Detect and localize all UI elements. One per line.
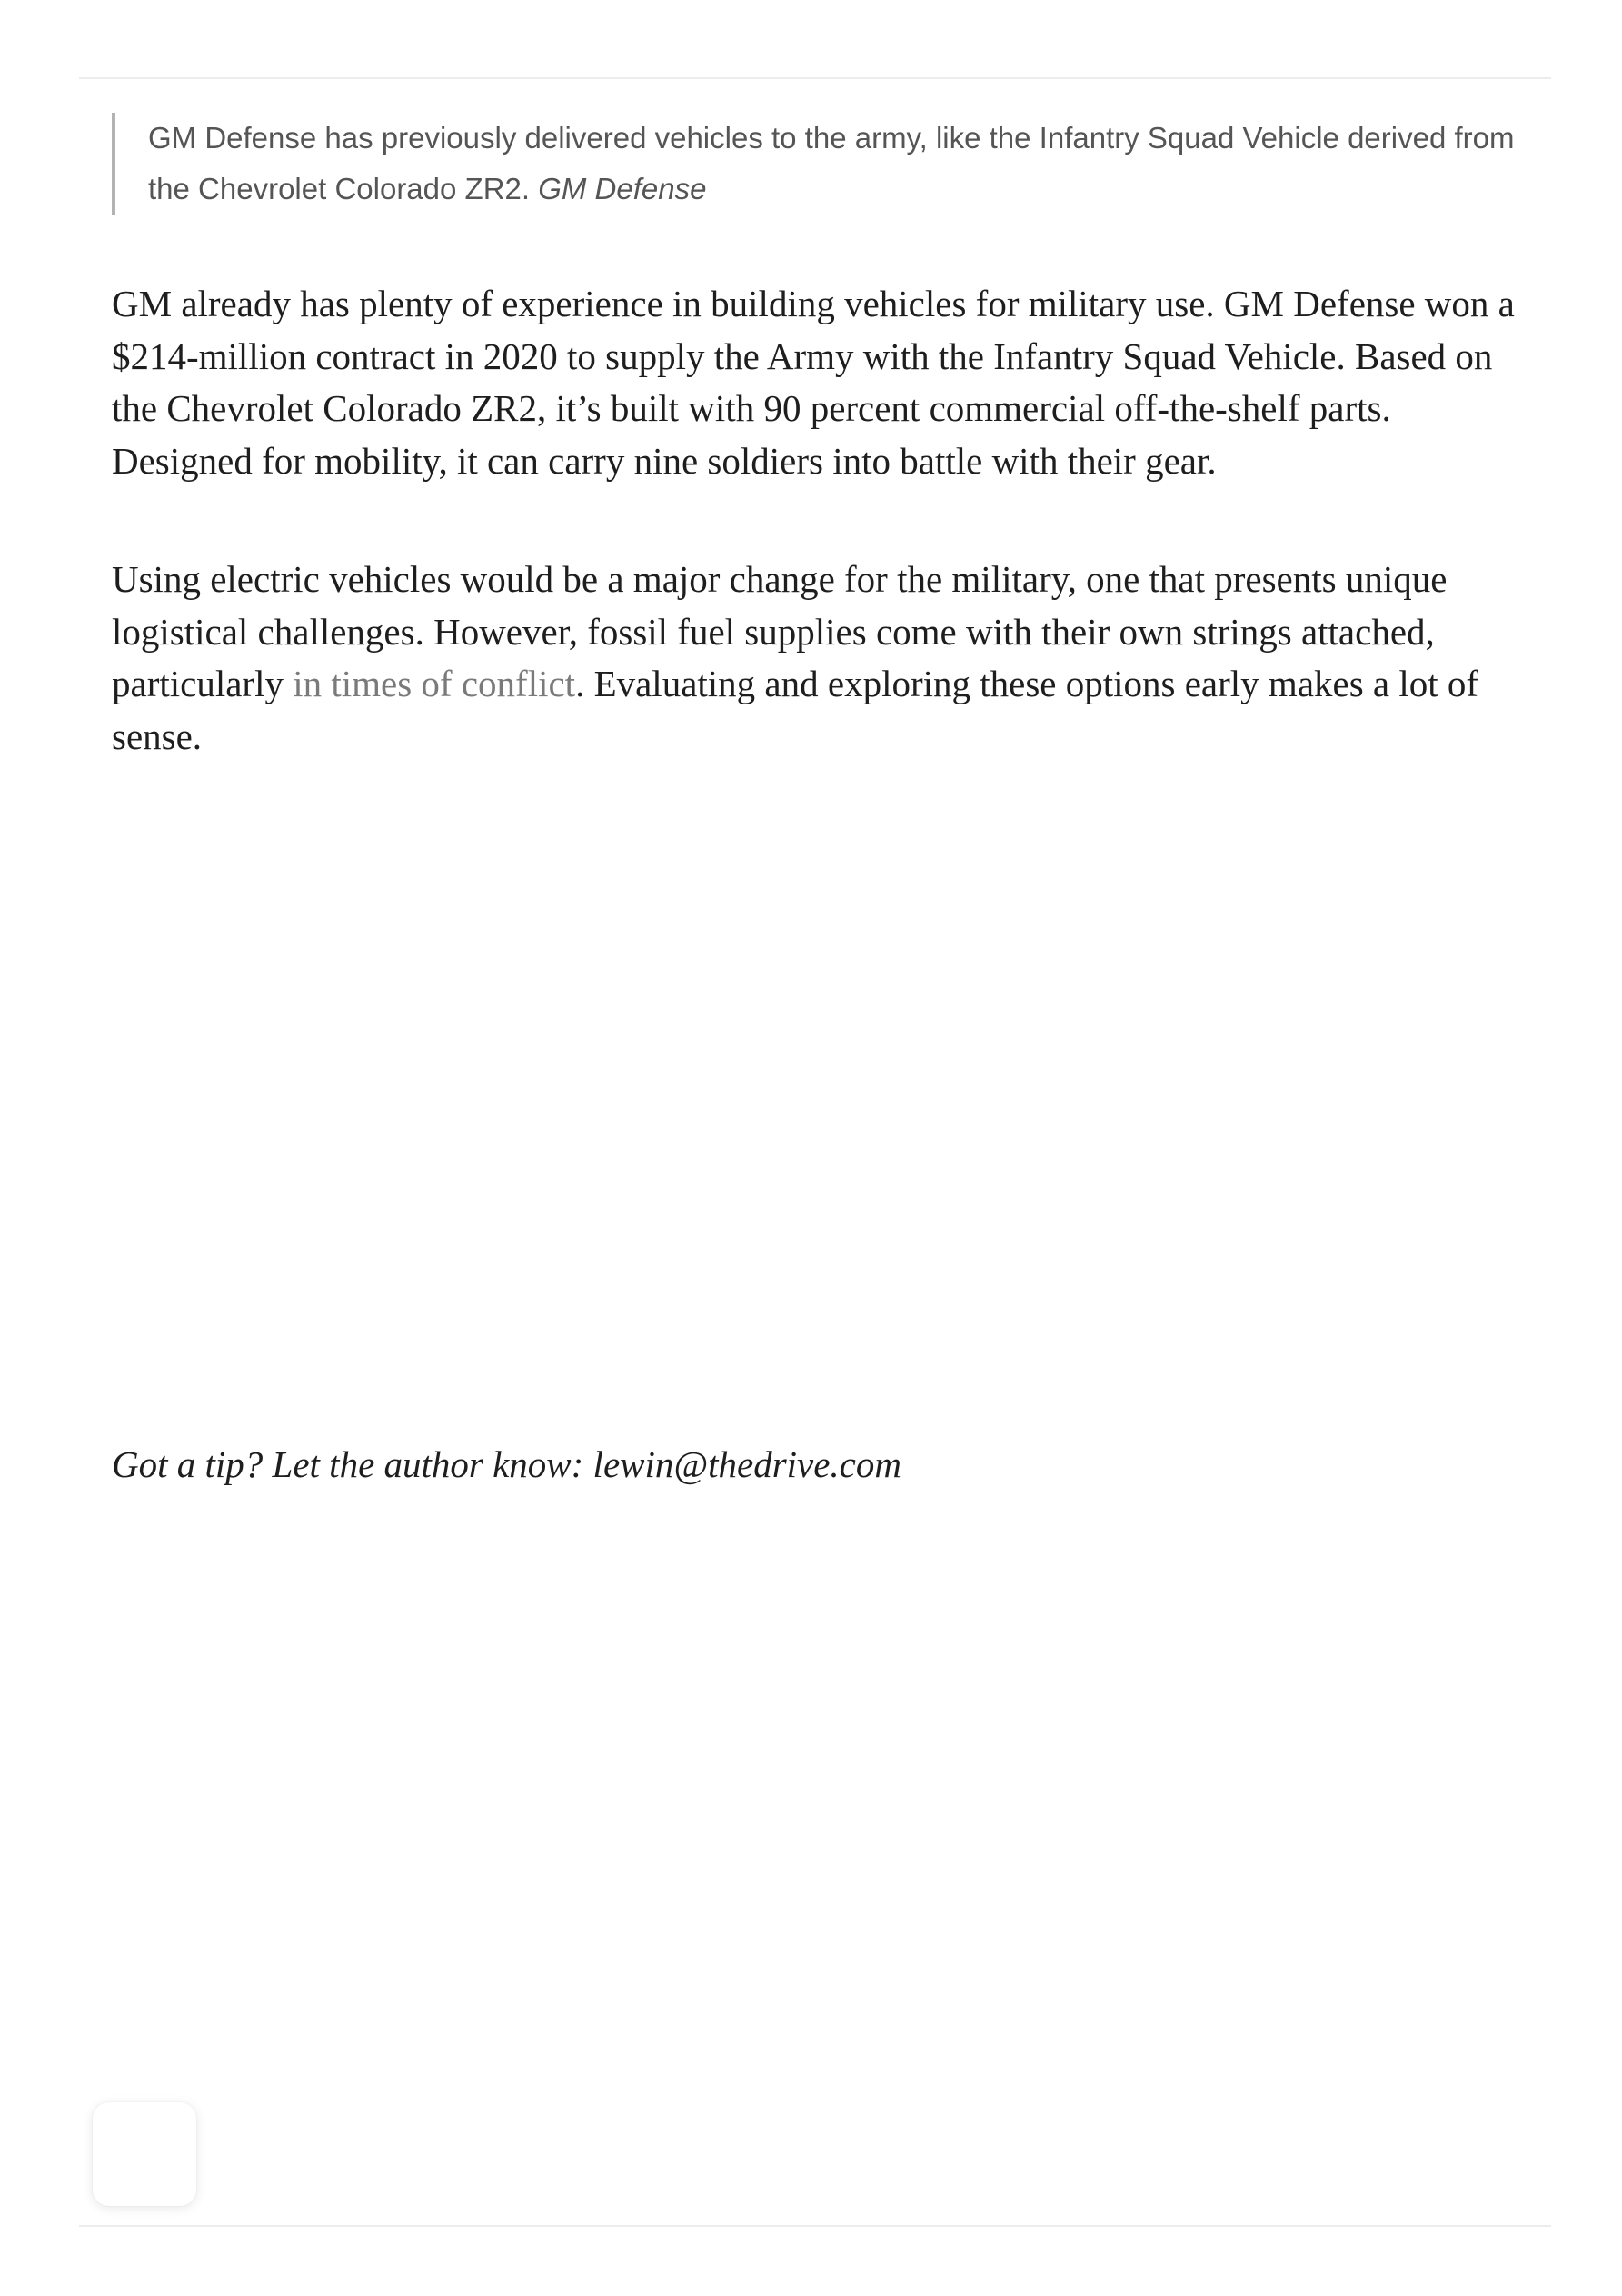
floating-widget-button[interactable] xyxy=(93,2102,196,2206)
article-paragraph-1: GM already has plenty of experience in building vehicles for military use. GM Defense won a $214-million contract in 2020 to supply the Army with the Infantry Squad Vehicle. Based on the Chevrolet Colorado ZR2, it’s built with 90 percent commercial off-the-shelf parts. Designed for mobility, it can carry nine soldiers into battle with their gear. xyxy=(112,283,1515,482)
caption-credit: GM Defense xyxy=(538,172,707,205)
conflict-link[interactable]: in times of conflict xyxy=(293,663,576,704)
caption-text: GM Defense has previously delivered vehicles to the army, like the Infantry Squad Vehicle derived from the Chevrolet Colorado ZR2. xyxy=(148,121,1515,205)
author-tip: Got a tip? Let the author know: lewin@thedrive.com xyxy=(112,1443,901,1485)
paragraph-2-text-end: . Evaluating and exploring these options early makes a lot of sense. xyxy=(112,663,1479,757)
bottom-divider xyxy=(79,2225,1551,2227)
image-caption xyxy=(112,113,1529,215)
paragraph-2-text-start: Using electric vehicles would be a major change for the military, one that presents unique logistical challenges. However, fossil fuel supplies come with their own strings attached, particularly xyxy=(112,558,1448,704)
article-paragraph-2 xyxy=(112,554,1529,763)
top-divider xyxy=(79,77,1551,79)
